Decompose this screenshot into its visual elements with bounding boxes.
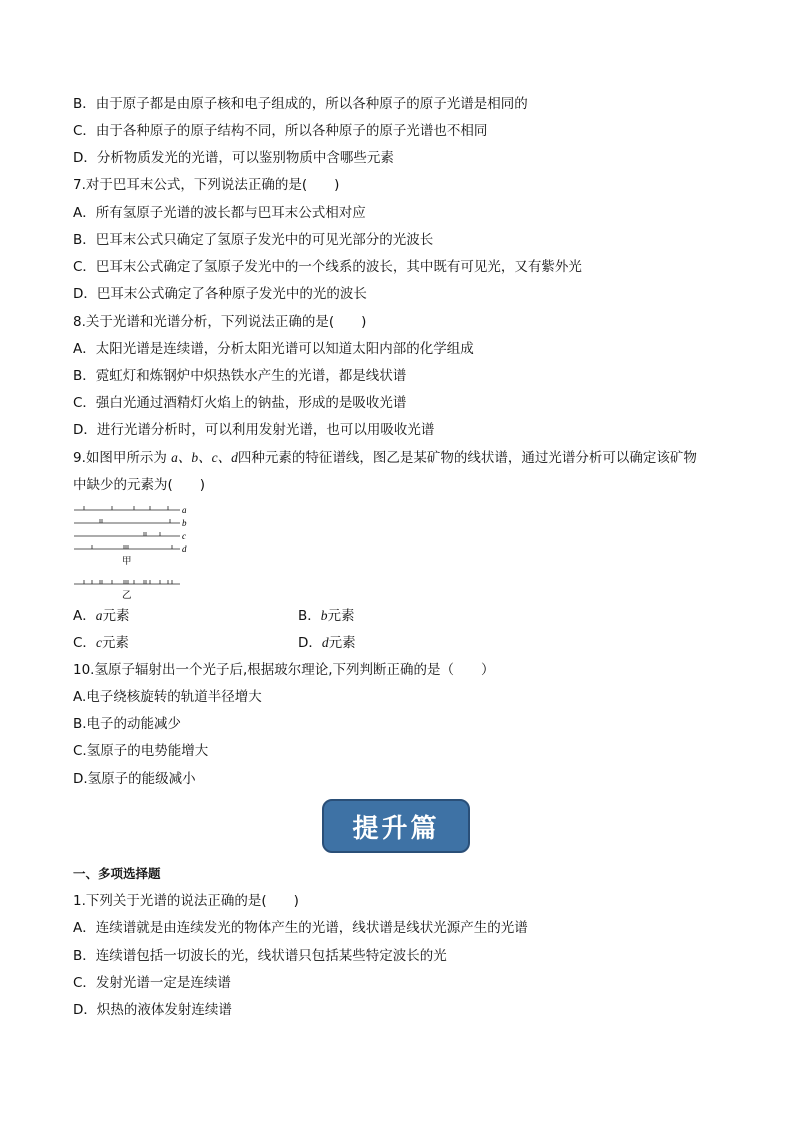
q9-option-b	[298, 607, 355, 625]
q9-stem-b: 四种元素的特征谱线，图乙是某矿物的线状谱，通过光谱分析可以确定该矿物	[237, 450, 697, 466]
section-banner	[322, 799, 470, 853]
q10-option-c: C.氢原子的电势能增大	[73, 743, 209, 759]
q9-stem-line2: 中缺少的元素为( )	[73, 477, 206, 493]
q6-option-b: B．由于原子都是由原子核和电子组成的，所以各种原子的原子光谱是相同的	[73, 96, 528, 112]
spectrum-label-d: d	[182, 544, 187, 554]
q9-stem	[73, 449, 697, 467]
q9-option-d-prefix: D．	[298, 635, 322, 651]
spectrum-label-b: b	[182, 518, 187, 528]
q9-option-b-prefix: B．	[298, 608, 321, 624]
s1-q1-stem: 1.下列关于光谱的说法正确的是( )	[73, 893, 299, 909]
q6-option-d: D．分析物质发光的光谱，可以鉴别物质中含哪些元素	[73, 150, 394, 166]
q9-option-d-suffix: 元素	[328, 635, 356, 651]
q9-option-c-prefix: C．	[73, 635, 96, 651]
section-heading: 一、多项选择题	[73, 866, 161, 881]
q9-option-a	[73, 607, 130, 625]
q6-option-c: C．由于各种原子的原子结构不同，所以各种原子的原子光谱也不相同	[73, 123, 488, 139]
s1-q1-option-d: D．炽热的液体发射连续谱	[73, 1002, 232, 1018]
q9-stem-a: 9.如图甲所示为	[73, 450, 172, 466]
caption-jia: 甲	[122, 556, 132, 567]
s1-q1-option-c: C．发射光谱一定是连续谱	[73, 975, 231, 991]
q8-option-a: A．太阳光谱是连续谱，分析太阳光谱可以知道太阳内部的化学组成	[73, 341, 474, 357]
q9-option-b-var: b	[320, 608, 328, 623]
q9-option-a-prefix: A．	[73, 608, 96, 624]
q10-option-b: B.电子的动能减少	[73, 716, 182, 732]
q9-option-c-var: c	[95, 635, 102, 650]
caption-yi: 乙	[122, 590, 132, 601]
q9-option-a-suffix: 元素	[102, 608, 130, 624]
s1-q1-option-b: B．连续谱包括一切波长的光，线状谱只包括某些特定波长的光	[73, 948, 447, 964]
q7-stem: 7.对于巴耳末公式，下列说法正确的是( )	[73, 177, 340, 193]
q10-option-d: D.氢原子的能级减小	[73, 771, 196, 787]
q8-stem: 8.关于光谱和光谱分析，下列说法正确的是( )	[73, 314, 367, 330]
q7-option-b: B．巴耳末公式只确定了氢原子发光中的可见光部分的光波长	[73, 232, 434, 248]
q7-option-a: A．所有氢原子光谱的波长都与巴耳末公式相对应	[73, 205, 366, 221]
q7-option-c: C．巴耳末公式确定了氢原子发光中的一个线系的波长，其中既有可见光，又有紫外光	[73, 259, 582, 275]
q9-option-d-var: d	[321, 635, 329, 650]
q8-option-b: B．霓虹灯和炼钢炉中炽热铁水产生的光谱，都是线状谱	[73, 368, 407, 384]
spectrum-label-c: c	[182, 531, 186, 541]
q10-stem: 10.氢原子辐射出一个光子后,根据玻尔理论,下列判断正确的是（ ）	[73, 662, 495, 678]
spectrum-figure	[72, 502, 202, 602]
q8-option-c: C．强白光通过酒精灯火焰上的钠盐，形成的是吸收光谱	[73, 395, 407, 411]
section-banner-title: 提升篇	[352, 813, 440, 844]
s1-q1-option-a: A．连续谱就是由连续发光的物体产生的光谱，线状谱是线状光源产生的光谱	[73, 920, 528, 936]
q9-option-a-var: a	[95, 608, 103, 623]
q9-option-d	[298, 634, 356, 652]
q9-option-c-suffix: 元素	[101, 635, 129, 651]
q9-option-b-suffix: 元素	[327, 608, 355, 624]
q9-option-c	[73, 634, 129, 652]
spectrum-label-a: a	[182, 505, 187, 515]
q10-option-a: A.电子绕核旋转的轨道半径增大	[73, 689, 262, 705]
q9-stem-vars: a、b、c、d	[171, 450, 238, 465]
q8-option-d: D．进行光谱分析时，可以利用发射光谱，也可以用吸收光谱	[73, 422, 435, 438]
q7-option-d: D．巴耳末公式确定了各种原子发光中的光的波长	[73, 286, 367, 302]
